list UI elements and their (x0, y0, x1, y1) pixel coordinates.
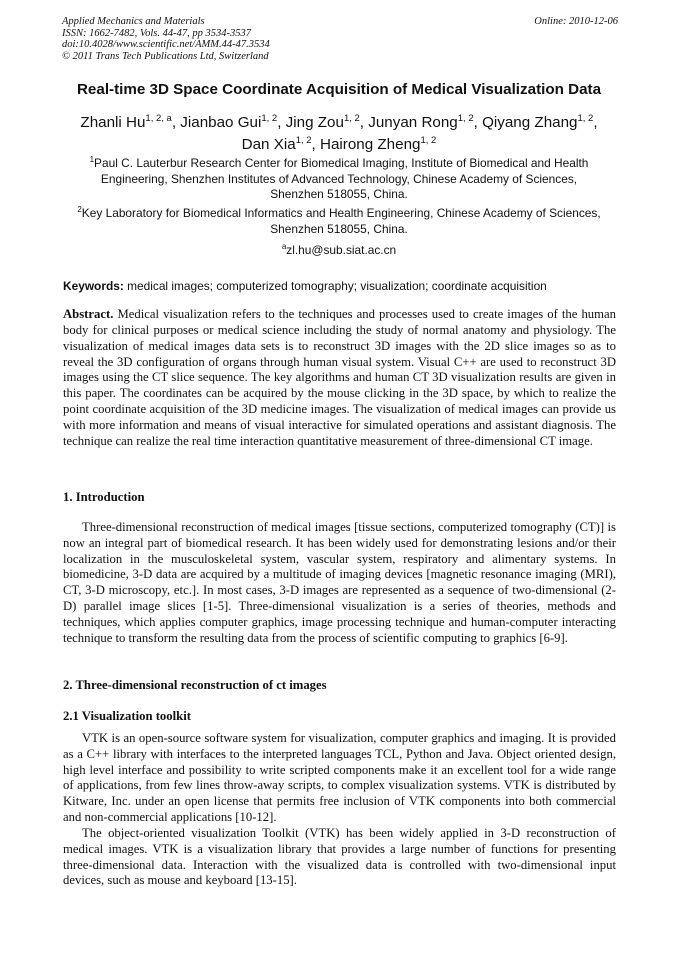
author-affiliation-sup: 1, 2, a (145, 113, 172, 124)
paper-title: Real-time 3D Space Coordinate Acquisition of Medical Visualization Data (76, 81, 602, 98)
author-name: Zhanli Hu (80, 114, 146, 131)
author-list (40, 112, 638, 156)
affiliation-line: Engineering, Shenzhen Institutes of Advanced Technology, Chinese Academy of Sciences, (100, 171, 578, 186)
author-affiliation-sup: 1, 2 (457, 113, 474, 124)
author-separator: , (359, 114, 369, 131)
author-name: Hairong Zheng (320, 136, 421, 153)
issn-line: ISSN: 1662-7482, Vols. 44-47, pp 3534-3537 (62, 27, 251, 39)
author-affiliation-sup: 1, 2 (295, 135, 312, 146)
section-heading: 2. Three-dimensional reconstruction of ct images (63, 678, 327, 692)
affiliation-2 (40, 206, 638, 237)
paragraph: The object-oriented visualization Toolkit (VTK) has been widely applied in 3-D reconstruction of medical images. VTK is a visualization library that provides a large number of functions for presenting three-dimensional data. Interaction with the visualized data is controlled with two-dimensional input devices, such as mouse and keyboard [13-15]. (63, 825, 616, 888)
author-separator: , (593, 114, 598, 131)
section-3d-reconstruction (63, 678, 616, 694)
affiliation-1 (40, 156, 638, 203)
abstract-label: Abstract. (63, 307, 114, 321)
email-address: zl.hu@sub.siat.ac.cn (286, 243, 397, 257)
abstract-text: Medical visualization refers to the techniques and processes used to create images of the human body for clinical purposes or medical science including the study of normal anatomy and physiology. The visualization of medical images data sets is to reconstruct 3D images with the 2D slice images so as to reveal the 3D configuration of organs through human visual system. Visual C++ are used to reconstruct 3D images using the CT slice sequence. The key algorithms and human CT 3D visualization results are given in this paper. The coordinates can be acquired by the mouse clicking in the 3D space, by which to realize the point coordinate acquisition of the 3D medicine images. The visualization of medical images can provide us with more information and means of visual interactive for simulated operations and assistant diagnosis. The technique can realize the real time interaction quantitative measurement of three-dimensional CT image. (63, 307, 616, 448)
affiliation-line: Paul C. Lauterbur Research Center for Biomedical Imaging, Institute of Biomedical and Health (94, 156, 589, 170)
subsection-visualization-toolkit (63, 709, 616, 889)
copyright-line: © 2011 Trans Tech Publications Ltd, Switzerland (62, 50, 269, 62)
author-name: Jing Zou (285, 114, 344, 131)
journal-name: Applied Mechanics and Materials (62, 16, 205, 27)
author-separator: , (171, 114, 181, 131)
contact-email (40, 243, 638, 259)
email-marker: a (281, 242, 287, 251)
author-separator: , (277, 114, 286, 131)
author-affiliation-sup: 1, 2 (261, 113, 278, 124)
author-separator: , (473, 114, 483, 131)
affiliation-marker: 1 (89, 155, 95, 164)
author-name: Jianbao Gui (180, 114, 262, 131)
subsection-heading: 2.1 Visualization toolkit (63, 709, 191, 723)
author-affiliation-sup: 1, 2 (420, 135, 437, 146)
section-introduction (63, 490, 616, 647)
author-name: Junyan Rong (368, 114, 458, 131)
keywords (63, 279, 618, 293)
author-affiliation-sup: 1, 2 (577, 113, 594, 124)
abstract (63, 307, 616, 450)
author-name: Qiyang Zhang (482, 114, 578, 131)
journal-header (62, 16, 618, 62)
author-name: Dan Xia (241, 136, 296, 153)
online-date: Online: 2010-12-06 (534, 16, 618, 27)
paragraph: Three-dimensional reconstruction of medical images [tissue sections, computerized tomography (CT)] is now an integral part of biomedical research. It has been widely used for demonstrating lesions and/or their localization in the musculoskeletal system, vascular system, respiratory and alimentary systems. In biomedicine, 3-D data are acquired by a multitude of imaging devices [magnetic resonance imaging (MRI), CT, 3-D microscopy, etc.]. In most cases, 3-D images are represented as a sequence of two-dimensional (2-D) parallel image slices [1-5]. Three-dimensional visualization is a series of theories, methods and techniques, which applies computer graphics, image processing technique and human-computer interacting technique to transform the resulting data from the process of scientific computing to graphics [6-9]. (63, 519, 616, 645)
keywords-label: Keywords: (63, 279, 124, 293)
affiliation-line: Shenzhen 518055, China. (270, 187, 408, 201)
affiliation-line: Shenzhen 518055, China. (270, 221, 408, 236)
paragraph: VTK is an open-source software system for visualization, computer graphics and imaging. It is provided as a C++ library with interfaces to the interpreted languages TCL, Python and Java. Object oriented design, high level interface and possibility to write scripted components make it an excellent tool for a wide range of applications, from few lines throw-away scripts, to complex visualization systems. VTK is distributed by Kitware, Inc. under an open license that permits free inclusion of VTK components into both commercial and non-commercial applications [10-12]. (63, 730, 616, 825)
section-heading: 1. Introduction (63, 490, 145, 504)
affiliation-line: Key Laboratory for Biomedical Informatics and Health Engineering, Chinese Academy of Sciences, (81, 206, 601, 220)
affiliation-marker: 2 (77, 205, 82, 214)
doi-line: doi:10.4028/www.scientific.net/AMM.44-47.3534 (62, 39, 270, 51)
author-separator: , (311, 136, 320, 153)
keywords-text: medical images; computerized tomography; visualization; coordinate acquisition (123, 279, 547, 293)
author-affiliation-sup: 1, 2 (343, 113, 360, 124)
